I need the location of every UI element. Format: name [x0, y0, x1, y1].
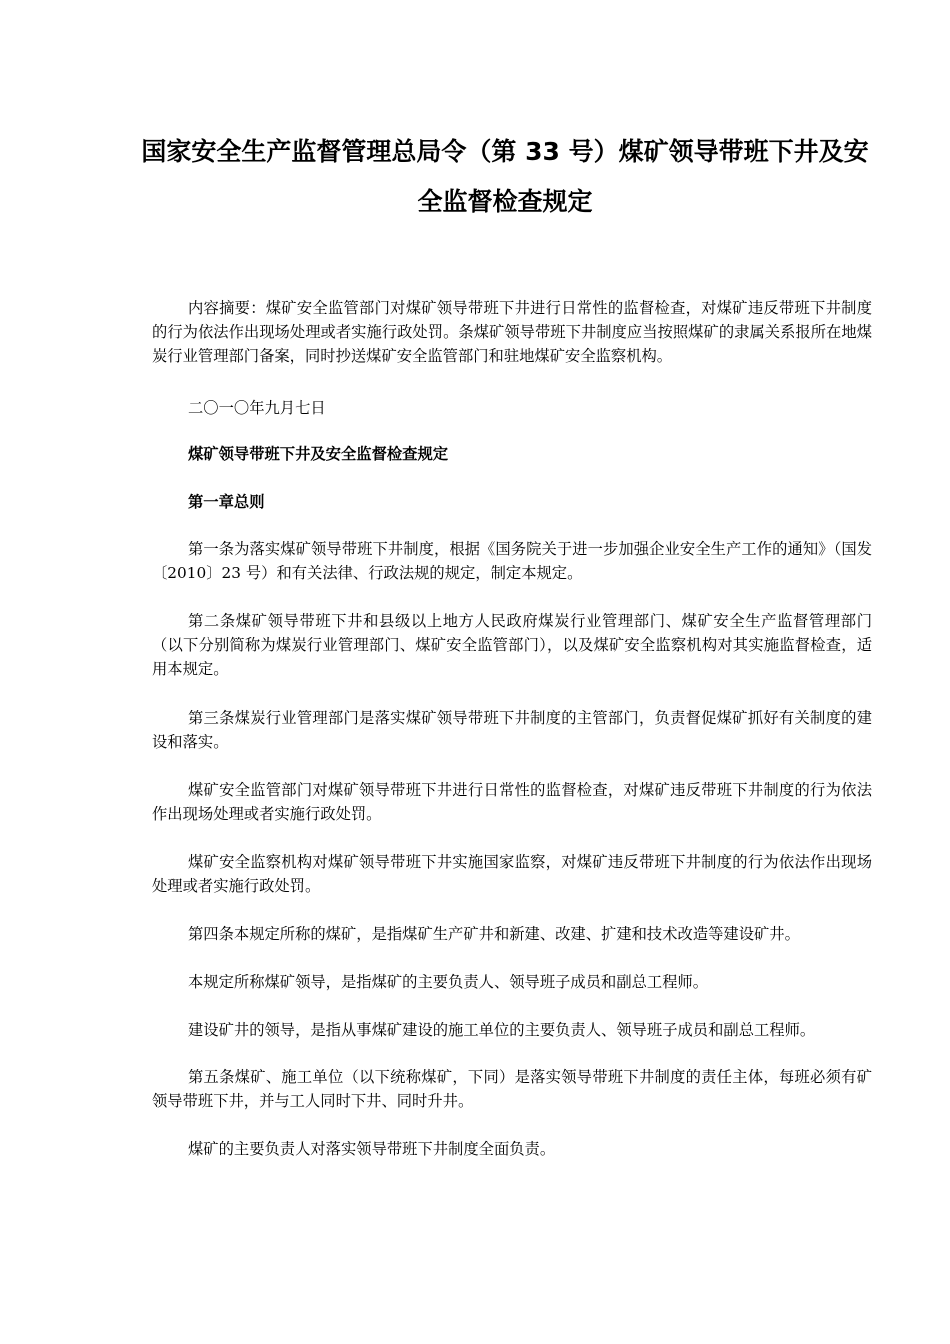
document-subtitle: 煤矿领导带班下井及安全监督检查规定 — [188, 445, 449, 463]
chapter-heading: 第一章总则 — [188, 493, 265, 511]
article-paragraph: 煤矿的主要负责人对落实领导带班下井制度全面负责。 — [188, 1140, 556, 1158]
article-paragraph: 第三条煤炭行业管理部门是落实煤矿领导带班下井制度的主管部门，负责督促煤矿抓好有关制度的建设和落实。 — [152, 709, 872, 751]
article-paragraph: 第四条本规定所称的煤矿，是指煤矿生产矿井和新建、改建、扩建和技术改造等建设矿井。 — [188, 925, 800, 943]
article-paragraph: 第一条为落实煤矿领导带班下井制度，根据《国务院关于进一步加强企业安全生产工作的通知》（国发〔2010〕23 号）和有关法律、行政法规的规定，制定本规定。 — [152, 540, 872, 582]
article-paragraph: 第五条煤矿、施工单位（以下统称煤矿，下同）是落实领导带班下井制度的责任主体，每班必须有矿领导带班下井，并与工人同时下井、同时升井。 — [152, 1068, 872, 1110]
document-title: 国家安全生产监督管理总局令（第 33 号）煤矿领导带班下井及安全监督检查规定 — [141, 137, 869, 216]
article-paragraph: 建设矿井的领导，是指从事煤矿建设的施工单位的主要负责人、领导班子成员和副总工程师。 — [188, 1021, 816, 1039]
document-date: 二〇一〇年九月七日 — [188, 399, 326, 417]
article-paragraph: 第二条煤矿领导带班下井和县级以上地方人民政府煤炭行业管理部门、煤矿安全生产监督管理部门（以下分别简称为煤炭行业管理部门、煤矿安全监管部门），以及煤矿安全监察机构对其实施监督检查，适用本规定。 — [152, 612, 872, 678]
article-paragraph: 煤矿安全监察机构对煤矿领导带班下井实施国家监察，对煤矿违反带班下井制度的行为依法作出现场处理或者实施行政处罚。 — [152, 853, 872, 895]
article-paragraph: 本规定所称煤矿领导，是指煤矿的主要负责人、领导班子成员和副总工程师。 — [188, 973, 709, 991]
article-paragraph: 煤矿安全监管部门对煤矿领导带班下井进行日常性的监督检查，对煤矿违反带班下井制度的行为依法作出现场处理或者实施行政处罚。 — [152, 781, 872, 823]
summary-paragraph: 内容摘要：煤矿安全监管部门对煤矿领导带班下井进行日常性的监督检查，对煤矿违反带班下井制度的行为依法作出现场处理或者实施行政处罚。条煤矿领导带班下井制度应当按照煤矿的隶属关系报所在地煤炭行业管理部门备案，同时抄送煤矿安全监管部门和驻地煤矿安全监察机构。 — [152, 299, 872, 365]
